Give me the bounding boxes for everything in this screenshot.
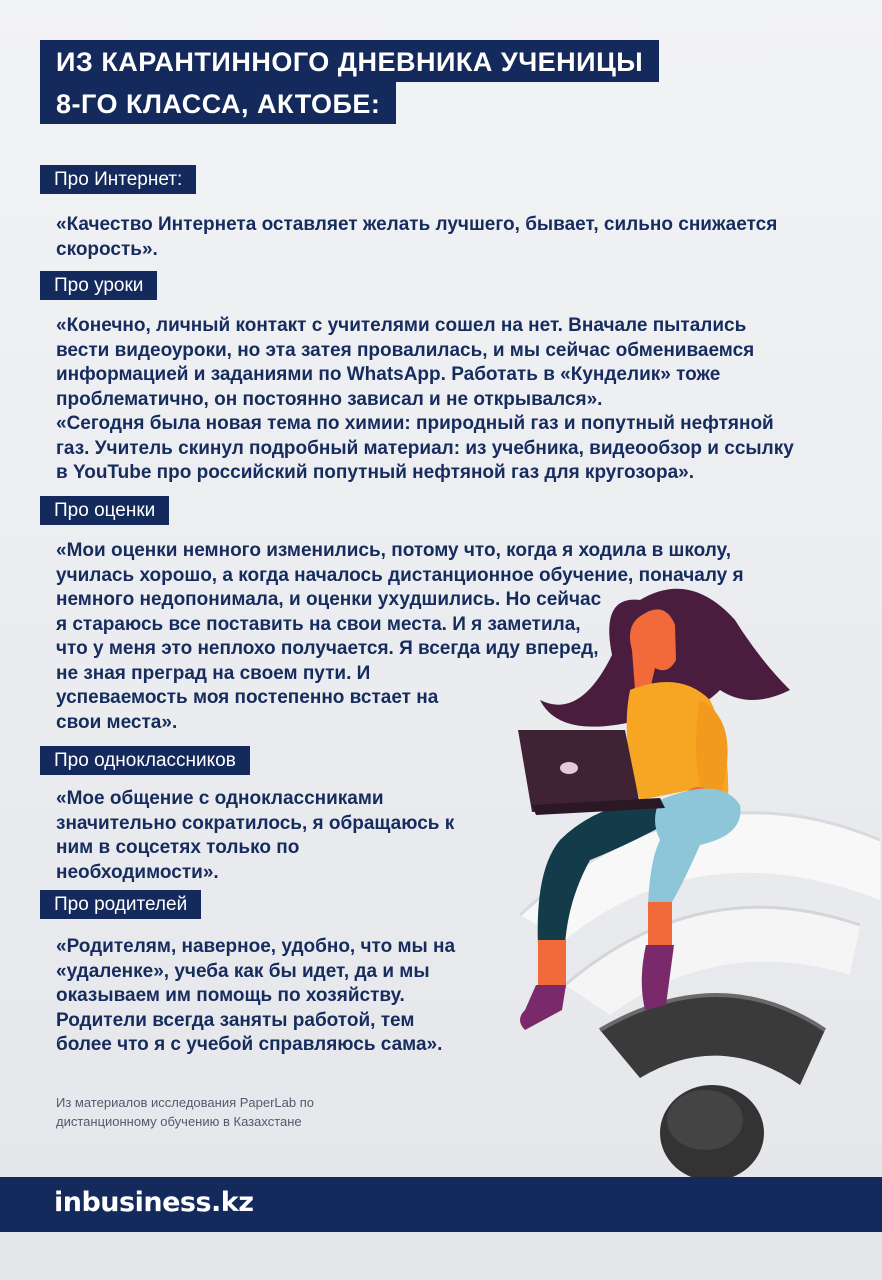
section-text-classmates: «Мое общение с одноклассниками значительно сократилось, я обращаюсь к ним в соцсетях только по необходимости». — [56, 788, 455, 883]
section-label-classmates: Про одноклассников — [40, 746, 250, 775]
inbusiness-logo[interactable]: inbusiness.kz — [54, 1187, 254, 1218]
page-title-line-1: ИЗ КАРАНТИННОГО ДНЕВНИКА УЧЕНИЦЫ — [40, 40, 659, 82]
section-text-lessons: «Конечно, личный контакт с учителями сошел на нет. Вначале пытались вести видеоуроки, но эта затея провалилась, и мы сейчас обмениваемся информацией и заданиями по WhatsApp. Работать в «Кунделик» тоже проблематично, он постоянно зависал и не открывался». «Сегодня была новая тема по химии: природный газ и попутный нефтяной газ. Учитель скинул подробный материал: из учебника, видеообзор и ссылку в YouTube про российский попутный нефтяной газ для кругозора». — [56, 315, 794, 483]
section-label-lessons: Про уроки — [40, 271, 157, 300]
section-text-internet: «Качество Интернета оставляет желать лучшего, бывает, сильно снижается скорость». — [56, 214, 778, 260]
section-label-grades: Про оценки — [40, 496, 169, 525]
section-text-grades: «Мои оценки немного изменились, потому что, когда я ходила в школу, училась хорошо, а когда началось дистанционное обучение, поначалу я немного недопонимала, и оценки ухудшились. Но сейчас я стараюсь все поставить на свои места. И я заметила, что у меня это неплохо получается. Я всегда иду вперед, не зная преград на своем пути. И успеваемость моя постепенно встает на свои места». — [56, 540, 744, 733]
section-text-parents: «Родителям, наверное, удобно, что мы на «удаленке», учеба как бы идет, да и мы оказываем им помощь по хозяйству. Родители всегда заняты работой, тем более что я с учебой справляюсь сама». — [56, 936, 456, 1055]
section-label-parents: Про родителей — [40, 890, 201, 919]
page-title-line-2: 8-ГО КЛАССА, АКТОБЕ: — [40, 82, 396, 124]
source-note: Из материалов исследования PaperLab по дистанционному обучению в Казахстане — [56, 1095, 314, 1129]
footer-bar — [0, 1177, 882, 1232]
section-label-internet: Про Интернет: — [40, 165, 196, 194]
